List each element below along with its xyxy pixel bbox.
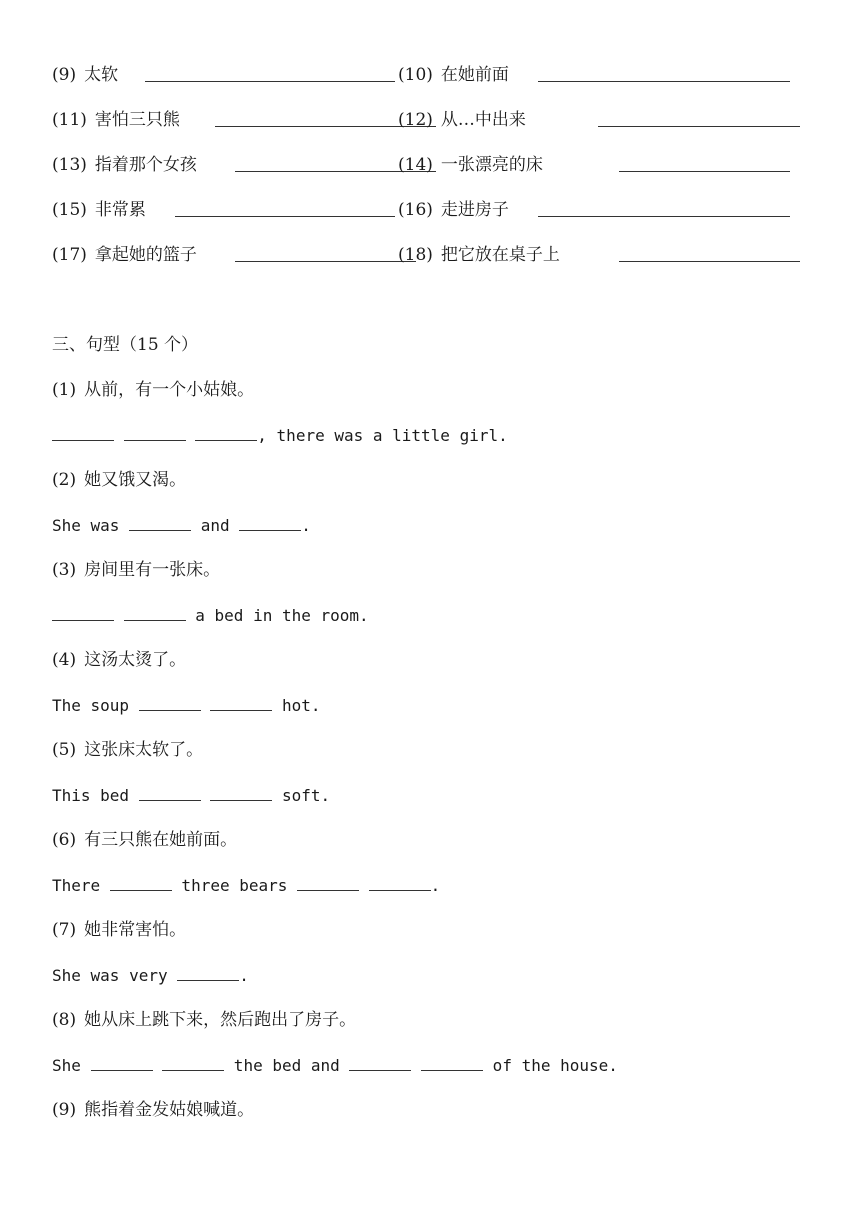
item-number: (12): [398, 110, 433, 130]
fill-blank[interactable]: [195, 426, 257, 441]
sentence-segment: [359, 876, 369, 895]
fill-blank[interactable]: [110, 876, 172, 891]
fill-blank[interactable]: [129, 516, 191, 531]
item-term: 害怕三只熊: [94, 110, 180, 130]
sentence-chinese: 有三只熊在她前面。: [84, 830, 238, 850]
vocab-item: [52, 243, 197, 267]
sentence-segment: , there was a little girl.: [257, 426, 508, 445]
sentence-segment: [411, 1056, 421, 1075]
answer-blank[interactable]: [538, 81, 790, 82]
sentence-prompt: [52, 558, 220, 582]
fill-blank[interactable]: [210, 786, 272, 801]
sentence-prompt: [52, 738, 203, 762]
sentence-english: [52, 694, 321, 718]
vocab-item: [52, 63, 118, 87]
sentence-english: [52, 1054, 618, 1078]
sentence-english: [52, 424, 508, 448]
item-term: 非常累: [94, 200, 146, 220]
sentence-segment: She was: [52, 516, 130, 535]
sentence-chinese: 熊指着金发姑娘喊道。: [84, 1100, 255, 1120]
sentence-segment: [153, 1056, 163, 1075]
sentence-segment: She: [52, 1056, 91, 1075]
sentence-segment: This bed: [52, 786, 139, 805]
sentence-number: (7): [52, 920, 77, 940]
sentence-number: (1): [52, 380, 77, 400]
section-title: 三、句型（15 个）: [52, 335, 199, 355]
sentence-segment: .: [301, 516, 311, 535]
sentence-english: [52, 604, 369, 628]
sentence-segment: There: [52, 876, 110, 895]
answer-blank[interactable]: [235, 261, 416, 262]
fill-blank[interactable]: [124, 606, 186, 621]
sentence-segment: [186, 426, 196, 445]
item-number: (11): [52, 110, 87, 130]
answer-blank[interactable]: [145, 81, 395, 82]
sentence-segment: [201, 786, 211, 805]
item-term: 在她前面: [440, 65, 509, 85]
item-term: 拿起她的篮子: [94, 245, 197, 265]
sentence-prompt: [52, 828, 237, 852]
sentence-prompt: [52, 468, 186, 492]
fill-blank[interactable]: [421, 1056, 483, 1071]
fill-blank[interactable]: [297, 876, 359, 891]
sentence-prompt: [52, 378, 254, 402]
vocab-item: [398, 153, 543, 177]
item-term: 太软: [84, 65, 119, 85]
fill-blank[interactable]: [177, 966, 239, 981]
sentence-segment: The soup: [52, 696, 139, 715]
sentence-english: [52, 964, 249, 988]
sentence-segment: soft.: [272, 786, 331, 805]
sentence-number: (3): [52, 560, 77, 580]
vocab-item: [398, 108, 526, 132]
sentence-chinese: 她非常害怕。: [84, 920, 187, 940]
answer-blank[interactable]: [619, 261, 800, 262]
sentence-prompt: [52, 1008, 356, 1032]
sentence-segment: and: [191, 516, 240, 535]
sentence-chinese: 房间里有一张床。: [84, 560, 221, 580]
sentence-chinese: 她从床上跳下来，然后跑出了房子。: [84, 1010, 357, 1030]
item-number: (13): [52, 155, 87, 175]
sentence-chinese: 她又饿又渴。: [84, 470, 187, 490]
sentence-segment: .: [239, 966, 249, 985]
answer-blank[interactable]: [538, 216, 790, 217]
sentence-english: [52, 874, 440, 898]
item-number: (15): [52, 200, 87, 220]
sentence-segment: of the house.: [483, 1056, 618, 1075]
sentence-number: (4): [52, 650, 77, 670]
fill-blank[interactable]: [369, 876, 431, 891]
sentence-segment: [114, 426, 124, 445]
sentence-number: (9): [52, 1100, 77, 1120]
sentence-chinese: 从前，有一个小姑娘。: [84, 380, 255, 400]
sentence-segment: She was very: [52, 966, 178, 985]
item-term: 走进房子: [440, 200, 509, 220]
fill-blank[interactable]: [210, 696, 272, 711]
sentence-segment: three bears: [171, 876, 298, 895]
sentence-number: (2): [52, 470, 77, 490]
sentence-english: [52, 784, 330, 808]
item-number: (18): [398, 245, 433, 265]
sentence-segment: .: [430, 876, 441, 895]
sentence-number: (8): [52, 1010, 77, 1030]
sentence-english: [52, 514, 311, 538]
vocab-item: [52, 153, 197, 177]
fill-blank[interactable]: [52, 426, 114, 441]
sentence-segment: [114, 606, 124, 625]
sentence-segment: [201, 696, 211, 715]
answer-blank[interactable]: [598, 126, 800, 127]
sentence-chinese: 这汤太烫了。: [84, 650, 187, 670]
vocab-item: [52, 198, 146, 222]
fill-blank[interactable]: [139, 786, 201, 801]
fill-blank[interactable]: [139, 696, 201, 711]
sentence-prompt: [52, 1098, 254, 1122]
fill-blank[interactable]: [239, 516, 301, 531]
fill-blank[interactable]: [52, 606, 114, 621]
item-term: 从…中出来: [440, 110, 526, 130]
item-number: (14): [398, 155, 433, 175]
sentence-number: (5): [52, 740, 77, 760]
fill-blank[interactable]: [91, 1056, 153, 1071]
item-term: 一张漂亮的床: [440, 155, 543, 175]
answer-blank[interactable]: [175, 216, 395, 217]
fill-blank[interactable]: [349, 1056, 411, 1071]
vocab-item: [398, 198, 509, 222]
sentence-segment: hot.: [272, 696, 321, 715]
sentence-chinese: 这张床太软了。: [84, 740, 204, 760]
vocab-item: [398, 243, 560, 267]
vocab-item: [52, 108, 180, 132]
fill-blank[interactable]: [162, 1056, 224, 1071]
fill-blank[interactable]: [124, 426, 186, 441]
item-term: 指着那个女孩: [94, 155, 197, 175]
sentence-prompt: [52, 918, 186, 942]
sentence-segment: a bed in the room.: [185, 606, 369, 625]
sentence-prompt: [52, 648, 186, 672]
item-number: (10): [398, 65, 433, 85]
vocab-item: [398, 63, 509, 87]
item-number: (16): [398, 200, 433, 220]
item-number: (9): [52, 65, 77, 85]
item-number: (17): [52, 245, 87, 265]
answer-blank[interactable]: [619, 171, 790, 172]
sentence-number: (6): [52, 830, 77, 850]
sentence-segment: the bed and: [224, 1056, 350, 1075]
item-term: 把它放在桌子上: [440, 245, 560, 265]
